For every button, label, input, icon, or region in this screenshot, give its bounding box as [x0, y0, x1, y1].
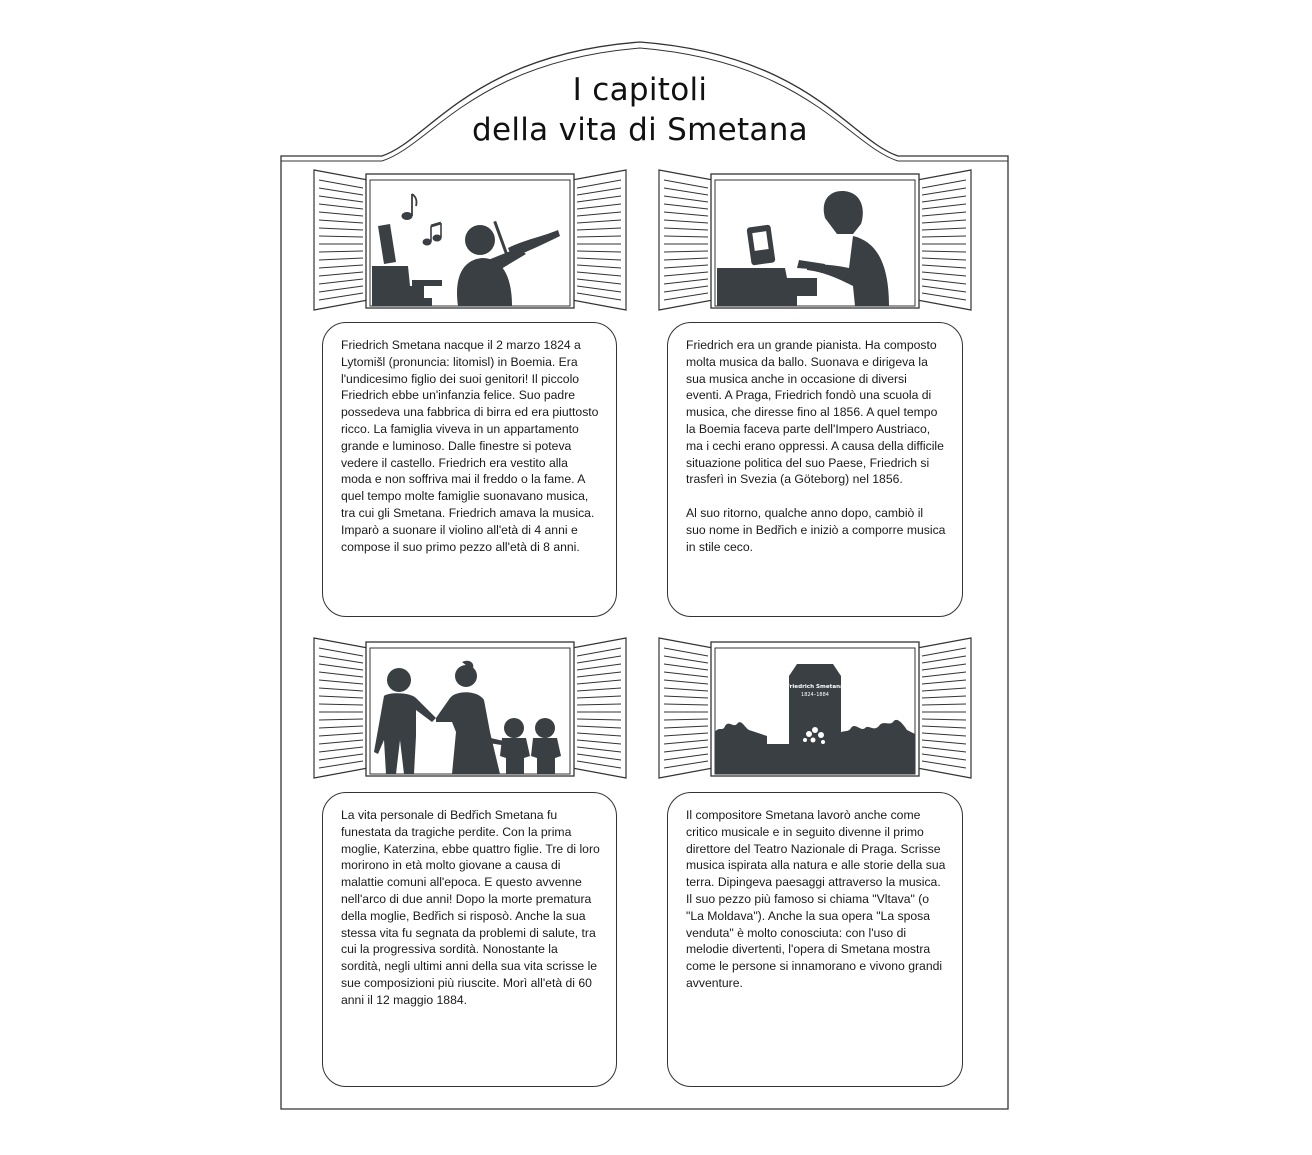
shutter-right	[572, 170, 626, 310]
chapter-card-2	[667, 322, 963, 617]
chapter-card-3	[322, 792, 617, 1087]
window-violin-piano	[312, 168, 628, 312]
shutter-left	[314, 170, 368, 310]
page-title-line-2: della vita di Smetana	[472, 112, 808, 148]
shutter-left	[659, 638, 713, 778]
shutter-left	[314, 638, 368, 778]
shutter-left	[659, 170, 713, 310]
shutter-right	[572, 638, 626, 778]
chapter-2-paragraph-2: Al suo ritorno, qualche anno dopo, cambiò il suo nome in Bedřich e iniziò a comporre musica in stile ceco.	[686, 506, 946, 554]
chapter-3-paragraph-1: La vita personale di Bedřich Smetana fu funestata da tragiche perdite. Con la prima moglie, Katerzina, ebbe quattro figlie. Tre di loro morirono in età molto giovane a causa di malattie comuni all'epoca. E questo avvenne nell'arco di due anni! Dopo la morte prematura della moglie, Bedřich si risposò. Anche la sua stessa vita fu segnata da problemi di salute, tra cui la progressiva sordità. Nonostante la sordità, negli ultimi anni della sua vita scrisse le sue composizioni più riuscite. Morì all'età di 60 anni il 12 maggio 1884.	[341, 808, 600, 1007]
chapter-1-paragraph-1: Friedrich Smetana nacque il 2 marzo 1824 a Lytomišl (pronuncia: litomisl) in Boemia. Era l'undicesimo figlio dei suoi genitori! Il piccolo Friedrich ebbe un'infanzia felice. Suo padre possedeva una fabbrica di birra ed era piuttosto ricco. La famiglia viveva in un appartamento grande e luminoso. Dalle finestre si poteva vedere il castello. Friedrich era vestito alla moda e non soffriva mai il freddo o la fame. A quel tempo molte famiglie suonavano musica, tra cui gli Smetana. Friedrich amava la musica. Imparò a suonare il violino all'età di 4 anni e compose il suo primo pezzo all'età di 8 anni.	[341, 338, 599, 554]
page-title-line-1: I capitoli	[572, 72, 708, 108]
window-family	[312, 636, 628, 780]
window-gravestone	[657, 636, 973, 780]
shutter-right	[917, 170, 971, 310]
chapter-card-4	[667, 792, 963, 1087]
gravestone-silhouette	[786, 664, 844, 746]
chapter-4-paragraph-1: Il compositore Smetana lavorò anche come critico musicale e in seguito divenne il primo direttore del Teatro Nazionale di Praga. Scrisse musica ispirata alla natura e alle storie della sua terra. Dipingeva paesaggi attraverso la musica. Il suo pezzo più famoso si chiama "Vltava" (o "La Moldava"). Anche la sua opera "La sposa venduta" è molto conosciuta: con l'uso di melodie divertenti, l'opera di Smetana mostra come le persone si innamorano e vivono grandi avventure.	[686, 808, 946, 990]
window-pianist	[657, 168, 973, 312]
chapter-card-1	[322, 322, 617, 617]
tomb-name: Friedrich Smetana	[786, 684, 844, 690]
tomb-years: 1824–1884	[801, 692, 829, 698]
chapter-2-paragraph-1: Friedrich era un grande pianista. Ha composto molta musica da ballo. Suonava e dirigeva la sua musica anche in occasione di diversi eventi. A Praga, Friedrich fondò una scuola di musica, che diresse fino al 1856. A quel tempo la Boemia faceva parte dell'Impero Austriaco, ma i cechi erano oppressi. A causa della difficile situazione politica del suo Paese, Friedrich si trasferì in Svezia (a Göteborg) nel 1856.	[686, 338, 944, 487]
shutter-right	[917, 638, 971, 778]
